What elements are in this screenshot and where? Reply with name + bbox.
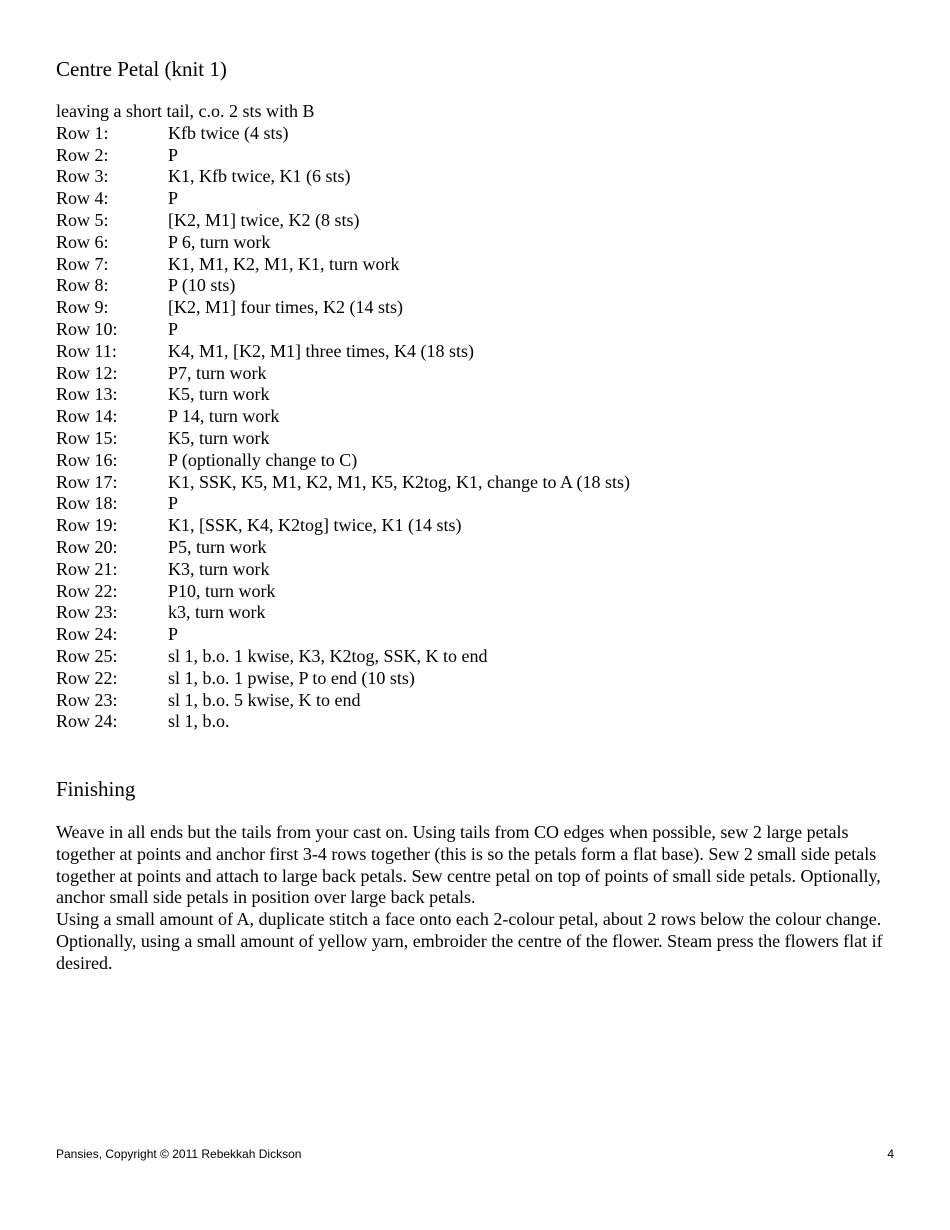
row-instruction: P (10 sts) — [168, 275, 236, 296]
row-instruction: [K2, M1] twice, K2 (8 sts) — [168, 209, 360, 230]
row-label: Row 13: — [56, 384, 118, 405]
pattern-row — [56, 646, 630, 668]
row-instruction: P7, turn work — [168, 362, 267, 383]
pattern-row — [56, 254, 630, 276]
row-instruction: K1, Kfb twice, K1 (6 sts) — [168, 166, 351, 187]
row-label: Row 25: — [56, 645, 118, 666]
row-label: Row 22: — [56, 667, 118, 688]
row-instruction: K1, SSK, K5, M1, K2, M1, K5, K2tog, K1, change to A (18 sts) — [168, 471, 631, 492]
pattern-row — [56, 341, 630, 363]
row-instruction: sl 1, b.o. 1 kwise, K3, K2tog, SSK, K to end — [168, 645, 488, 666]
row-instruction: K5, turn work — [168, 384, 270, 405]
row-label: Row 3: — [56, 166, 109, 187]
row-label: Row 15: — [56, 427, 118, 448]
row-instruction: P — [168, 624, 179, 645]
row-label: Row 20: — [56, 536, 118, 557]
row-instruction: P — [168, 318, 179, 339]
row-label: Row 1: — [56, 122, 109, 143]
row-instruction: sl 1, b.o. 5 kwise, K to end — [168, 689, 361, 710]
centre-petal-heading: Centre Petal (knit 1) — [56, 57, 227, 81]
footer-page-number: 4 — [887, 1147, 894, 1161]
row-instruction: K5, turn work — [168, 427, 270, 448]
pattern-row — [56, 145, 630, 167]
row-label: Row 8: — [56, 275, 109, 296]
row-label: Row 10: — [56, 318, 118, 339]
row-label: Row 11: — [56, 340, 117, 361]
pattern-row — [56, 472, 630, 494]
pattern-row — [56, 406, 630, 428]
centre-petal-pattern — [56, 101, 630, 733]
pattern-row — [56, 428, 630, 450]
pattern-row — [56, 297, 630, 319]
row-label: Row 14: — [56, 406, 118, 427]
pattern-intro: leaving a short tail, c.o. 2 sts with B — [56, 101, 315, 121]
finishing-paragraph-1: Weave in all ends but the tails from your cast on. Using tails from CO edges when possible, sew 2 large petals together at points and anchor first 3-4 rows together (this is so the petals form a flat base). Sew 2 small side petals together at points and attach to large back petals. Sew centre petal on top of points of small side petals. Optionally, anchor small side petals in position over large back petals. — [56, 822, 881, 908]
row-instruction: K4, M1, [K2, M1] three times, K4 (18 sts) — [168, 340, 474, 361]
pattern-row — [56, 537, 630, 559]
pattern-row — [56, 450, 630, 472]
row-instruction: K1, M1, K2, M1, K1, turn work — [168, 253, 400, 274]
pattern-row — [56, 668, 630, 690]
row-instruction: sl 1, b.o. — [168, 711, 230, 732]
pattern-row — [56, 581, 630, 603]
pattern-row — [56, 166, 630, 188]
row-label: Row 5: — [56, 209, 109, 230]
pattern-row — [56, 123, 630, 145]
row-label: Row 19: — [56, 515, 118, 536]
row-label: Row 24: — [56, 711, 118, 732]
row-label: Row 24: — [56, 624, 118, 645]
row-label: Row 17: — [56, 471, 118, 492]
row-label: Row 23: — [56, 689, 118, 710]
finishing-section — [56, 822, 886, 975]
pattern-row — [56, 602, 630, 624]
pattern-row — [56, 232, 630, 254]
row-instruction: P — [168, 144, 179, 165]
pattern-row — [56, 515, 630, 537]
row-instruction: sl 1, b.o. 1 pwise, P to end (10 sts) — [168, 667, 415, 688]
row-label: Row 7: — [56, 253, 109, 274]
pattern-row — [56, 384, 630, 406]
finishing-heading: Finishing — [56, 777, 136, 801]
row-label: Row 18: — [56, 493, 118, 514]
pattern-row — [56, 319, 630, 341]
pattern-row — [56, 210, 630, 232]
row-instruction: Kfb twice (4 sts) — [168, 122, 289, 143]
row-instruction: [K2, M1] four times, K2 (14 sts) — [168, 297, 403, 318]
pattern-row — [56, 188, 630, 210]
pattern-row — [56, 711, 630, 733]
row-instruction: P5, turn work — [168, 536, 267, 557]
row-instruction: K3, turn work — [168, 558, 270, 579]
row-label: Row 9: — [56, 297, 109, 318]
row-instruction: P (optionally change to C) — [168, 449, 358, 470]
pattern-rows — [56, 123, 630, 733]
row-instruction: P 14, turn work — [168, 406, 280, 427]
row-instruction: P — [168, 493, 179, 514]
pattern-row — [56, 624, 630, 646]
finishing-paragraph-2: Using a small amount of A, duplicate stitch a face onto each 2-colour petal, about 2 rows below the colour change. Optionally, using a small amount of yellow yarn, embroider the centre of the flower. Steam press the flowers flat if desired. — [56, 909, 883, 973]
row-label: Row 4: — [56, 188, 109, 209]
row-label: Row 12: — [56, 362, 118, 383]
row-label: Row 16: — [56, 449, 118, 470]
row-instruction: P10, turn work — [168, 580, 276, 601]
pattern-row — [56, 559, 630, 581]
pattern-row — [56, 275, 630, 297]
pattern-row — [56, 690, 630, 712]
row-instruction: P — [168, 188, 179, 209]
row-instruction: K1, [SSK, K4, K2tog] twice, K1 (14 sts) — [168, 515, 462, 536]
row-label: Row 22: — [56, 580, 118, 601]
pattern-row — [56, 363, 630, 385]
pattern-row — [56, 493, 630, 515]
row-label: Row 21: — [56, 558, 118, 579]
row-label: Row 6: — [56, 231, 109, 252]
footer-copyright: Pansies, Copyright © 2011 Rebekkah Dickson — [56, 1147, 302, 1161]
row-instruction: P 6, turn work — [168, 231, 271, 252]
row-label: Row 2: — [56, 144, 109, 165]
row-label: Row 23: — [56, 602, 118, 623]
row-instruction: k3, turn work — [168, 602, 266, 623]
